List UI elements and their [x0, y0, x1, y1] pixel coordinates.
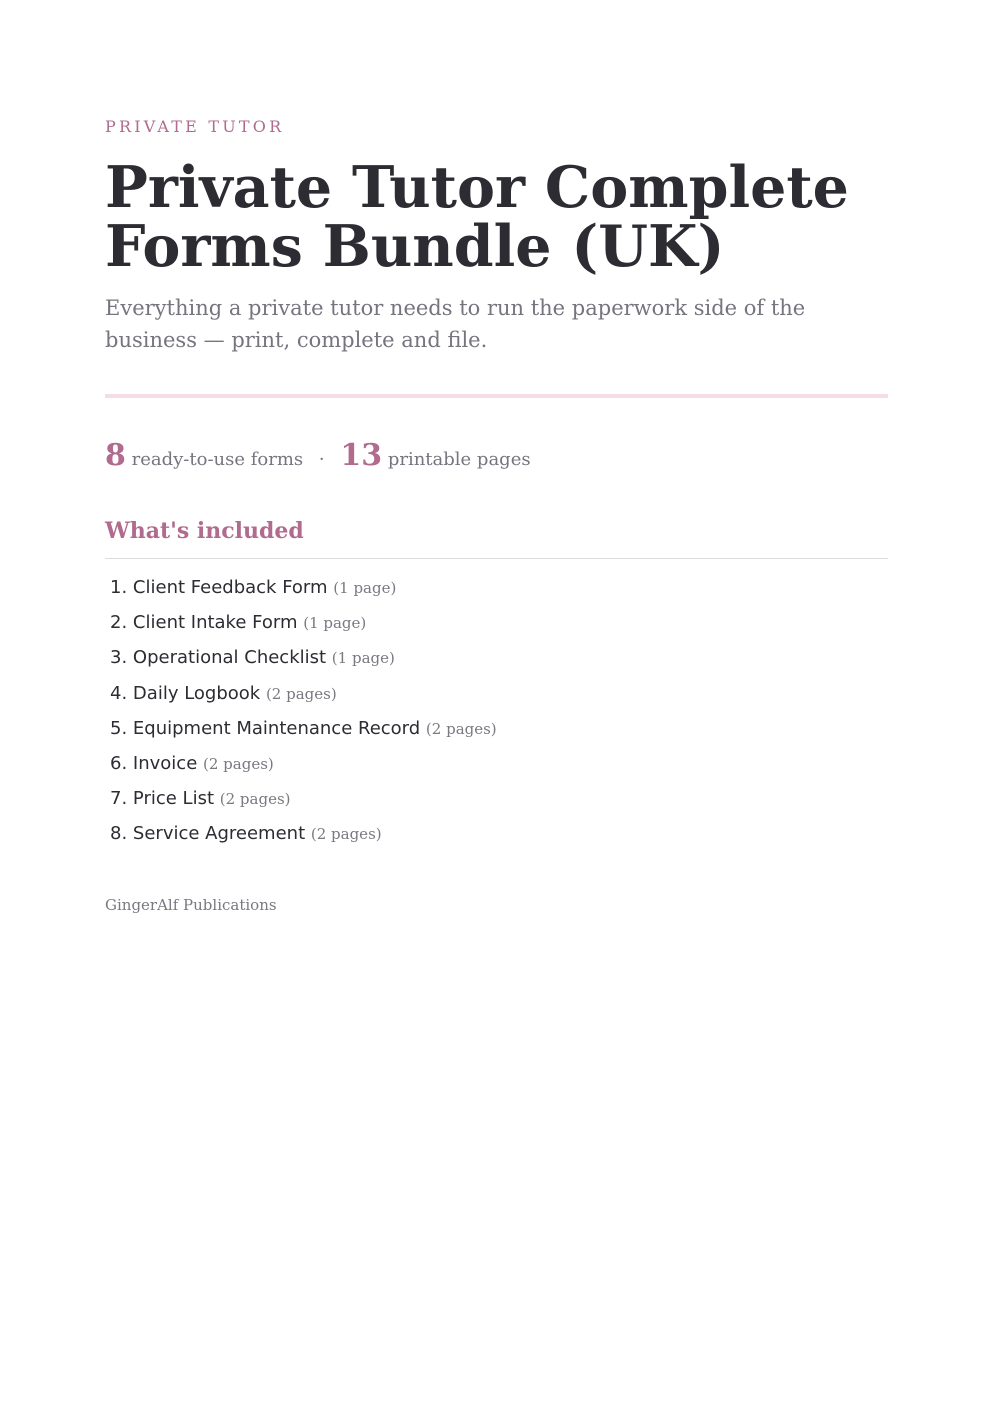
item-number: 8.: [110, 823, 128, 845]
item-page-count: (2 pages): [425, 719, 497, 738]
list-item: [110, 785, 497, 820]
item-page-count: (1 page): [333, 579, 397, 597]
item-page-count: (2 pages): [219, 790, 291, 809]
pages-count: 13: [340, 438, 383, 473]
list-item: [110, 820, 497, 855]
item-page-count: (1 page): [303, 614, 367, 633]
item-page-count: (2 pages): [265, 684, 337, 703]
stats-separator: ·: [318, 449, 325, 470]
section-title-included: What's included: [105, 518, 304, 544]
accent-divider: [105, 394, 888, 398]
item-name: Daily Logbook: [132, 682, 261, 704]
forms-count: 8: [105, 438, 126, 473]
forms-count-label: ready-to-use forms: [131, 449, 304, 470]
list-item: [110, 715, 497, 750]
list-item: [110, 609, 497, 644]
item-number: 1.: [110, 577, 128, 598]
list-item: [110, 750, 497, 785]
page-title: Private Tutor Complete Forms Bundle (UK): [105, 154, 849, 280]
item-name: Equipment Maintenance Record: [132, 717, 421, 739]
bundle-stats: [105, 438, 531, 473]
list-item: [110, 574, 497, 609]
item-page-count: (1 page): [331, 649, 395, 668]
item-number: 6.: [110, 752, 128, 774]
item-name: Price List: [132, 788, 215, 810]
item-page-count: (2 pages): [203, 754, 274, 773]
item-page-count: (2 pages): [310, 825, 382, 844]
category-eyebrow: PRIVATE TUTOR: [105, 117, 285, 136]
item-number: 5.: [110, 717, 128, 739]
list-item: [110, 644, 497, 679]
list-item: [110, 680, 497, 715]
item-name: Service Agreement: [132, 823, 306, 845]
item-name: Invoice: [132, 752, 198, 774]
publisher-footer: GingerAlf Publications: [105, 896, 277, 914]
page-subtitle: Everything a private tutor needs to run the paperwork side of the business — print, complete and file.: [105, 296, 806, 352]
item-number: 7.: [110, 788, 128, 810]
section-divider: [105, 558, 888, 559]
item-name: Client Intake Form: [132, 612, 298, 634]
item-number: 3.: [110, 647, 128, 669]
item-name: Operational Checklist: [132, 647, 327, 669]
item-name: Client Feedback Form: [132, 577, 328, 598]
item-number: 4.: [110, 682, 128, 704]
pages-count-label: printable pages: [387, 449, 531, 470]
included-forms-list: [110, 574, 497, 856]
item-number: 2.: [110, 612, 128, 634]
